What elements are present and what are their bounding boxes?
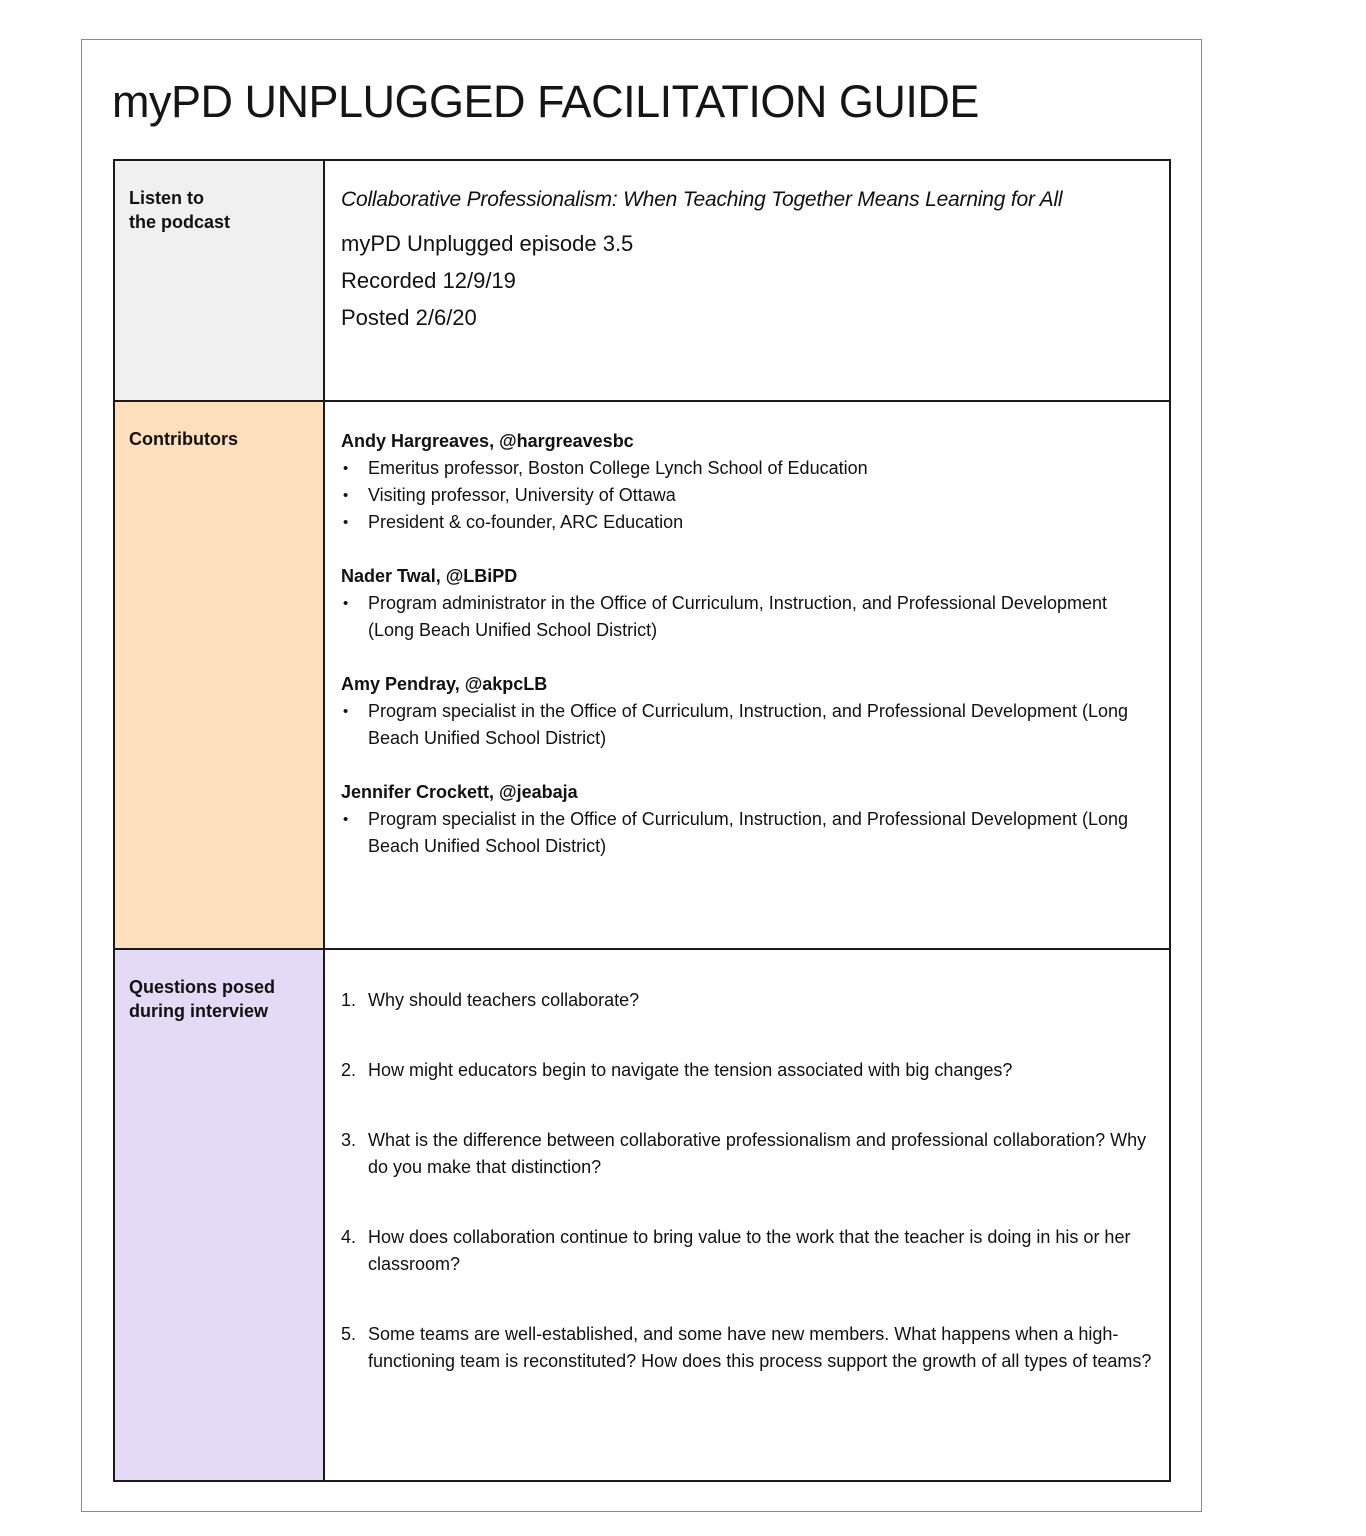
podcast-label-cell [115, 161, 325, 402]
question-number: 2. [341, 1060, 357, 1080]
contributor-role: • Emeritus professor, Boston College Lynch School of Education [341, 455, 1155, 482]
contributor-role: • Program administrator in the Office of Curriculum, Instruction, and Professional Development (Long Beach Unified School District) [341, 590, 1155, 644]
question-text: Some teams are well-established, and some have new members. What happens when a high-functioning team is reconstituted? How does this process support the growth of all types of teams? [368, 1324, 1152, 1371]
contributors-label-cell [115, 402, 325, 948]
question-list [341, 987, 1155, 1375]
contributor-item [341, 428, 1155, 536]
question-item [341, 1057, 1155, 1084]
contributor-roles [341, 806, 1155, 860]
contributors-label: Contributors [129, 429, 238, 449]
podcast-title: Collaborative Professionalism: When Teaching Together Means Learning for All [341, 188, 1063, 211]
contributors-row [115, 400, 1169, 948]
contributor-name: Jennifer Crockett, @jeabaja [341, 782, 578, 802]
contributor-item [341, 563, 1155, 644]
facilitation-guide-table [113, 159, 1171, 1482]
contributor-roles [341, 590, 1155, 644]
questions-content-cell [327, 950, 1169, 1480]
podcast-label: Listen to the podcast [129, 188, 231, 232]
question-text: How might educators begin to navigate the tension associated with big changes? [368, 1060, 1013, 1080]
document-title: myPD UNPLUGGED FACILITATION GUIDE [112, 76, 979, 127]
questions-label: Questions posed during interview [129, 977, 276, 1021]
podcast-posted-date: Posted 2/6/20 [341, 305, 477, 330]
contributors-content-cell [327, 402, 1169, 948]
question-item [341, 1321, 1155, 1375]
contributor-name: Nader Twal, @LBiPD [341, 566, 518, 586]
question-text: What is the difference between collaborative professionalism and professional collaboration? Why do you make that distinction? [368, 1130, 1147, 1177]
question-item [341, 987, 1155, 1014]
contributor-name: Amy Pendray, @akpcLB [341, 674, 548, 694]
question-number: 5. [341, 1324, 357, 1344]
podcast-row [115, 161, 1169, 402]
question-number: 1. [341, 990, 357, 1010]
contributor-list [341, 428, 1155, 860]
contributor-item [341, 779, 1155, 860]
podcast-content-cell [327, 161, 1169, 402]
question-number: 3. [341, 1130, 357, 1150]
contributor-role: • President & co-founder, ARC Education [341, 509, 1155, 536]
question-text: How does collaboration continue to bring value to the work that the teacher is doing in his or her classroom? [368, 1227, 1131, 1274]
question-item [341, 1224, 1155, 1278]
question-number: 4. [341, 1227, 357, 1247]
contributor-role: • Visiting professor, University of Ottawa [341, 482, 1155, 509]
contributor-roles [341, 455, 1155, 536]
podcast-episode: myPD Unplugged episode 3.5 [341, 231, 634, 256]
contributor-role: • Program specialist in the Office of Curriculum, Instruction, and Professional Development (Long Beach Unified School District) [341, 698, 1155, 752]
contributor-name: Andy Hargreaves, @hargreavesbc [341, 431, 634, 451]
questions-label-cell [115, 950, 325, 1480]
podcast-recorded-date: Recorded 12/9/19 [341, 268, 516, 293]
contributor-item [341, 671, 1155, 752]
contributor-roles [341, 698, 1155, 752]
question-item [341, 1127, 1155, 1181]
questions-row [115, 948, 1169, 1480]
contributor-role: • Program specialist in the Office of Curriculum, Instruction, and Professional Development (Long Beach Unified School District) [341, 806, 1155, 860]
question-text: Why should teachers collaborate? [368, 990, 640, 1010]
